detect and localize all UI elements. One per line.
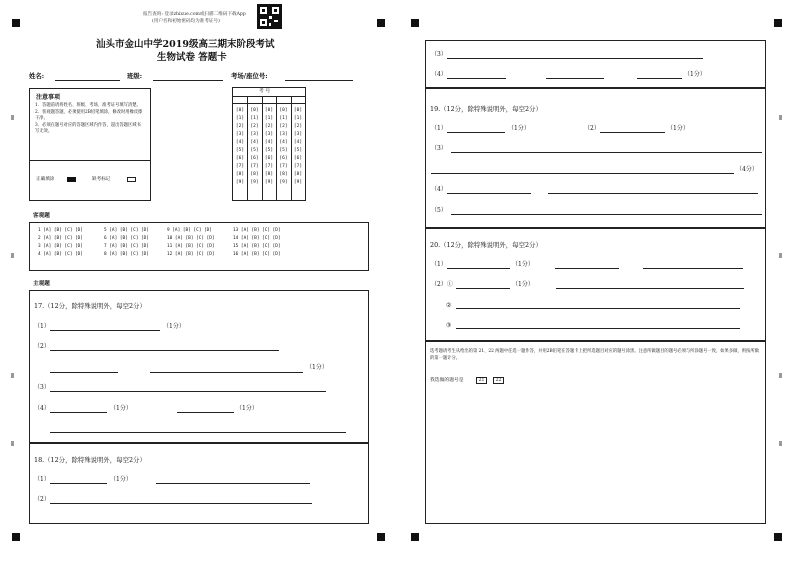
alignment-mark <box>774 19 782 27</box>
answer-blank[interactable] <box>150 372 303 373</box>
margin-tick <box>779 373 782 378</box>
digit-bubble[interactable]: [6] <box>250 156 259 161</box>
answer-row[interactable]: 12 [A] [B] [C] [D] <box>167 252 215 257</box>
margin-tick <box>11 115 14 120</box>
question-20-box <box>425 228 766 341</box>
answer-blank[interactable] <box>431 173 734 174</box>
digit-bubble[interactable]: [3] <box>264 132 274 137</box>
digit-bubble[interactable]: [7] <box>293 164 303 169</box>
room-seat-label: 考场/座位号: <box>231 72 268 80</box>
subjective-heading: 主观题 <box>33 281 50 287</box>
divider <box>30 160 150 161</box>
answer-blank[interactable] <box>50 372 118 373</box>
blank-label: ③ <box>446 322 452 329</box>
answer-row[interactable]: 7 [A] [B] [C] [D] <box>104 244 149 249</box>
blank-label: （2） <box>34 496 50 503</box>
answer-row[interactable]: 6 [A] [B] [C] [D] <box>104 236 149 241</box>
digit-bubble[interactable]: [9] <box>264 180 274 185</box>
digit-bubble[interactable]: [4] <box>264 140 274 145</box>
answer-blank[interactable] <box>447 132 505 133</box>
class-field[interactable] <box>153 80 223 81</box>
margin-tick <box>11 373 14 378</box>
points-label: （1分） <box>110 405 132 412</box>
digit-bubble[interactable]: [1] <box>279 116 288 121</box>
answer-blank[interactable] <box>546 78 604 79</box>
points-label: （4分） <box>736 166 758 173</box>
digit-bubble[interactable]: [9] <box>235 180 245 185</box>
margin-tick <box>11 441 14 446</box>
answer-blank[interactable] <box>643 268 743 269</box>
answer-blank[interactable] <box>447 193 531 194</box>
points-label: （1分） <box>667 125 689 132</box>
digit-bubble[interactable]: [8] <box>235 172 245 177</box>
alignment-mark <box>12 533 20 541</box>
answer-blank[interactable] <box>447 78 506 79</box>
answer-blank[interactable] <box>456 308 740 309</box>
blank-label: （3） <box>34 384 50 391</box>
answer-row[interactable]: 1 [A] [B] [C] [D] <box>38 228 83 233</box>
answer-row[interactable]: 10 [A] [B] [C] [D] <box>167 236 215 241</box>
notes-list <box>35 103 145 136</box>
answer-row[interactable]: 2 [A] [B] [C] [D] <box>38 236 83 241</box>
note-item: 2．客观题答题，必须使用2B铅笔填涂，修改时用橡皮擦干净。 <box>35 109 143 121</box>
digit-bubble[interactable]: [9] <box>293 180 303 185</box>
blank-label: （1） <box>34 323 50 330</box>
answer-blank[interactable] <box>555 268 619 269</box>
answer-blank[interactable] <box>447 268 510 269</box>
digit-bubble[interactable]: [7] <box>250 164 259 169</box>
digit-bubble[interactable]: [8] <box>279 172 288 177</box>
answer-blank[interactable] <box>50 432 346 433</box>
answer-blank[interactable] <box>50 391 326 392</box>
alignment-mark <box>12 19 20 27</box>
points-label: （1分） <box>306 364 328 371</box>
blank-label: ② <box>446 302 452 309</box>
class-label: 班级: <box>127 72 143 80</box>
answer-row[interactable]: 3 [A] [B] [C] [D] <box>38 244 83 249</box>
margin-tick <box>779 115 782 120</box>
answer-blank[interactable] <box>451 152 762 153</box>
objective-heading: 客观题 <box>33 213 50 219</box>
digit-bubble[interactable]: [9] <box>250 180 259 185</box>
answer-row[interactable]: 13 [A] [B] [C] [D] <box>233 228 281 233</box>
note-item: 3．必须在题号对应的答题区域内作答，超出答题区域书写无效。 <box>35 122 141 134</box>
answer-blank[interactable] <box>50 483 107 484</box>
notes-title: 注意事项 <box>36 94 61 101</box>
correct-fill-label: 正确填涂 <box>36 177 55 182</box>
answer-blank[interactable] <box>600 132 665 133</box>
answer-blank[interactable] <box>637 78 682 79</box>
digit-bubble[interactable]: [3] <box>250 132 259 137</box>
scan-instruction: 报告查询: 登录zhixue.com或扫描二维码下载App <box>143 12 246 17</box>
margin-tick <box>779 253 782 258</box>
note-item: 1．答题前请将姓名、班级、考场、准考证号填写清楚。 <box>35 103 141 108</box>
question-18-continued-box <box>425 40 766 88</box>
answer-blank[interactable] <box>50 350 279 351</box>
blank-label: （5） <box>431 207 447 214</box>
digit-bubble[interactable]: [3] <box>235 132 245 137</box>
answer-blank[interactable] <box>451 214 762 215</box>
elective-instruction: 选考题请考生从给出的第 21、22 两题中任选一题作答，并用2B铅笔在答题卡上把所选题目对应的题号涂黑。注意所做题目的题号必须与所涂题号一致，如果多做，则按所做的第一题计分。 <box>430 349 759 361</box>
answer-row[interactable]: 4 [A] [B] [C] [D] <box>38 252 83 257</box>
digit-bubble[interactable]: [1] <box>250 116 259 121</box>
blank-label: （2） <box>34 343 50 350</box>
digit-bubble[interactable]: [0] <box>279 108 288 113</box>
scan-note: (用户名和初始密码均为准考证号) <box>152 19 220 24</box>
question-17-title: 17.（12分，除特殊说明外，每空2分） <box>34 302 146 310</box>
blank-label: （4） <box>34 405 50 412</box>
question-18-box <box>29 443 369 524</box>
digit-bubble[interactable]: [6] <box>293 156 303 161</box>
name-field[interactable] <box>55 80 120 81</box>
digit-bubble[interactable]: [8] <box>250 172 259 177</box>
digit-bubble[interactable]: [9] <box>279 180 288 185</box>
digit-bubble[interactable]: [2] <box>250 124 259 129</box>
blank-label: （4） <box>431 186 447 193</box>
answer-blank[interactable] <box>50 330 160 331</box>
missing-mark-box[interactable] <box>127 177 136 182</box>
answer-blank[interactable] <box>50 412 107 413</box>
exam-title: 汕头市金山中学2019级高三期末阶段考试 <box>96 39 275 50</box>
digit-bubble[interactable]: [2] <box>279 124 288 129</box>
question-18-title: 18.（12分，除特殊说明外，每空2分） <box>34 456 146 464</box>
alignment-mark <box>411 533 419 541</box>
digit-bubble[interactable]: [5] <box>250 148 259 153</box>
answer-blank[interactable] <box>548 193 758 194</box>
question-19-title: 19.（12分，除特殊说明外，每空2分） <box>430 105 542 113</box>
blank-label: （1） <box>431 261 447 268</box>
digit-bubble[interactable]: [7] <box>264 164 274 169</box>
exam-number-label: 考 号 <box>259 89 271 94</box>
digit-bubble[interactable]: [6] <box>264 156 274 161</box>
answer-row[interactable]: 15 [A] [B] [C] [D] <box>233 244 281 249</box>
digit-bubble[interactable]: [4] <box>250 140 259 145</box>
answer-row[interactable]: 5 [A] [B] [C] [D] <box>104 228 149 233</box>
digit-bubble[interactable]: [0] <box>293 108 303 113</box>
answer-blank[interactable] <box>456 288 510 289</box>
digit-bubble[interactable]: [5] <box>264 148 274 153</box>
digit-bubble[interactable]: [7] <box>235 164 245 169</box>
points-label: （1分） <box>110 476 132 483</box>
qr-code-icon <box>257 4 282 29</box>
margin-tick <box>11 253 14 258</box>
margin-tick <box>779 441 782 446</box>
missing-mark-label: 缺考标记 <box>92 177 111 182</box>
points-label: （1分） <box>236 405 258 412</box>
answer-row[interactable]: 9 [A] [B] [C] [D] <box>167 228 212 233</box>
alignment-mark <box>774 533 782 541</box>
answer-row[interactable]: 14 [A] [B] [C] [D] <box>233 236 281 241</box>
answer-blank[interactable] <box>177 412 234 413</box>
digit-bubble[interactable]: [4] <box>293 140 303 145</box>
digit-bubble[interactable]: [6] <box>279 156 288 161</box>
points-label: （1分） <box>163 323 185 330</box>
digit-bubble[interactable]: [3] <box>279 132 288 137</box>
blank-label: （3） <box>431 51 447 58</box>
digit-bubble[interactable]: [3] <box>293 132 303 137</box>
answer-blank[interactable] <box>456 328 740 329</box>
digit-bubble[interactable]: [5] <box>235 148 245 153</box>
digit-bubble[interactable]: [4] <box>279 140 288 145</box>
notes-box <box>29 88 151 201</box>
answer-row[interactable]: 11 [A] [B] [C] [D] <box>167 244 215 249</box>
question-20-title: 20.（12分，除特殊说明外，每空2分） <box>430 241 542 249</box>
digit-bubble[interactable]: [8] <box>264 172 274 177</box>
answer-row[interactable]: 16 [A] [B] [C] [D] <box>233 252 281 257</box>
answer-blank[interactable] <box>156 483 310 484</box>
elective-choice-label: 我选做的题号是 <box>430 378 464 383</box>
blank-label: （1） <box>431 125 447 132</box>
elective-option-22[interactable]: 22 <box>493 377 504 384</box>
answer-blank[interactable] <box>50 503 312 504</box>
digit-bubble[interactable]: [2] <box>235 124 245 129</box>
alignment-mark <box>411 19 419 27</box>
name-label: 姓名: <box>29 72 45 80</box>
alignment-mark <box>377 533 385 541</box>
elective-option-21[interactable]: 21 <box>476 377 487 384</box>
exam-number-grid <box>232 87 306 201</box>
digit-bubble[interactable]: [1] <box>235 116 245 121</box>
digit-bubble[interactable]: [0] <box>235 108 245 113</box>
elective-question-box <box>425 341 766 524</box>
blank-label: （2）① <box>431 281 453 288</box>
digit-bubble[interactable]: [8] <box>293 172 303 177</box>
answer-blank[interactable] <box>556 288 744 289</box>
filled-bubble-icon <box>67 177 76 182</box>
digit-bubble[interactable]: [0] <box>250 108 259 113</box>
points-label: （1分） <box>508 125 530 132</box>
alignment-mark <box>377 19 385 27</box>
room-seat-field[interactable] <box>285 80 353 81</box>
blank-label: （4） <box>431 71 447 78</box>
digit-bubbles <box>233 107 305 187</box>
digit-bubble[interactable]: [1] <box>264 116 274 121</box>
blank-label: （1） <box>34 476 50 483</box>
digit-bubble[interactable]: [1] <box>293 116 303 121</box>
points-label: （1分） <box>684 71 706 78</box>
answer-row[interactable]: 8 [A] [B] [C] [D] <box>104 252 149 257</box>
digit-bubble[interactable]: [7] <box>279 164 288 169</box>
digit-bubble[interactable]: [5] <box>293 148 303 153</box>
objective-answer-box <box>29 222 369 271</box>
blank-label: （2） <box>584 125 600 132</box>
points-label: （1分） <box>512 261 534 268</box>
digit-bubble[interactable]: [5] <box>279 148 288 153</box>
exam-subtitle: 生物试卷 答题卡 <box>157 52 227 63</box>
answer-blank[interactable] <box>447 58 703 59</box>
digit-bubble[interactable]: [0] <box>264 108 274 113</box>
digit-bubble[interactable]: [6] <box>235 156 245 161</box>
digit-bubble[interactable]: [2] <box>264 124 274 129</box>
digit-bubble[interactable]: [2] <box>293 124 303 129</box>
blank-label: （3） <box>431 145 447 152</box>
question-17-box <box>29 290 369 443</box>
question-19-box <box>425 88 766 228</box>
points-label: （1分） <box>512 281 534 288</box>
digit-bubble[interactable]: [4] <box>235 140 245 145</box>
